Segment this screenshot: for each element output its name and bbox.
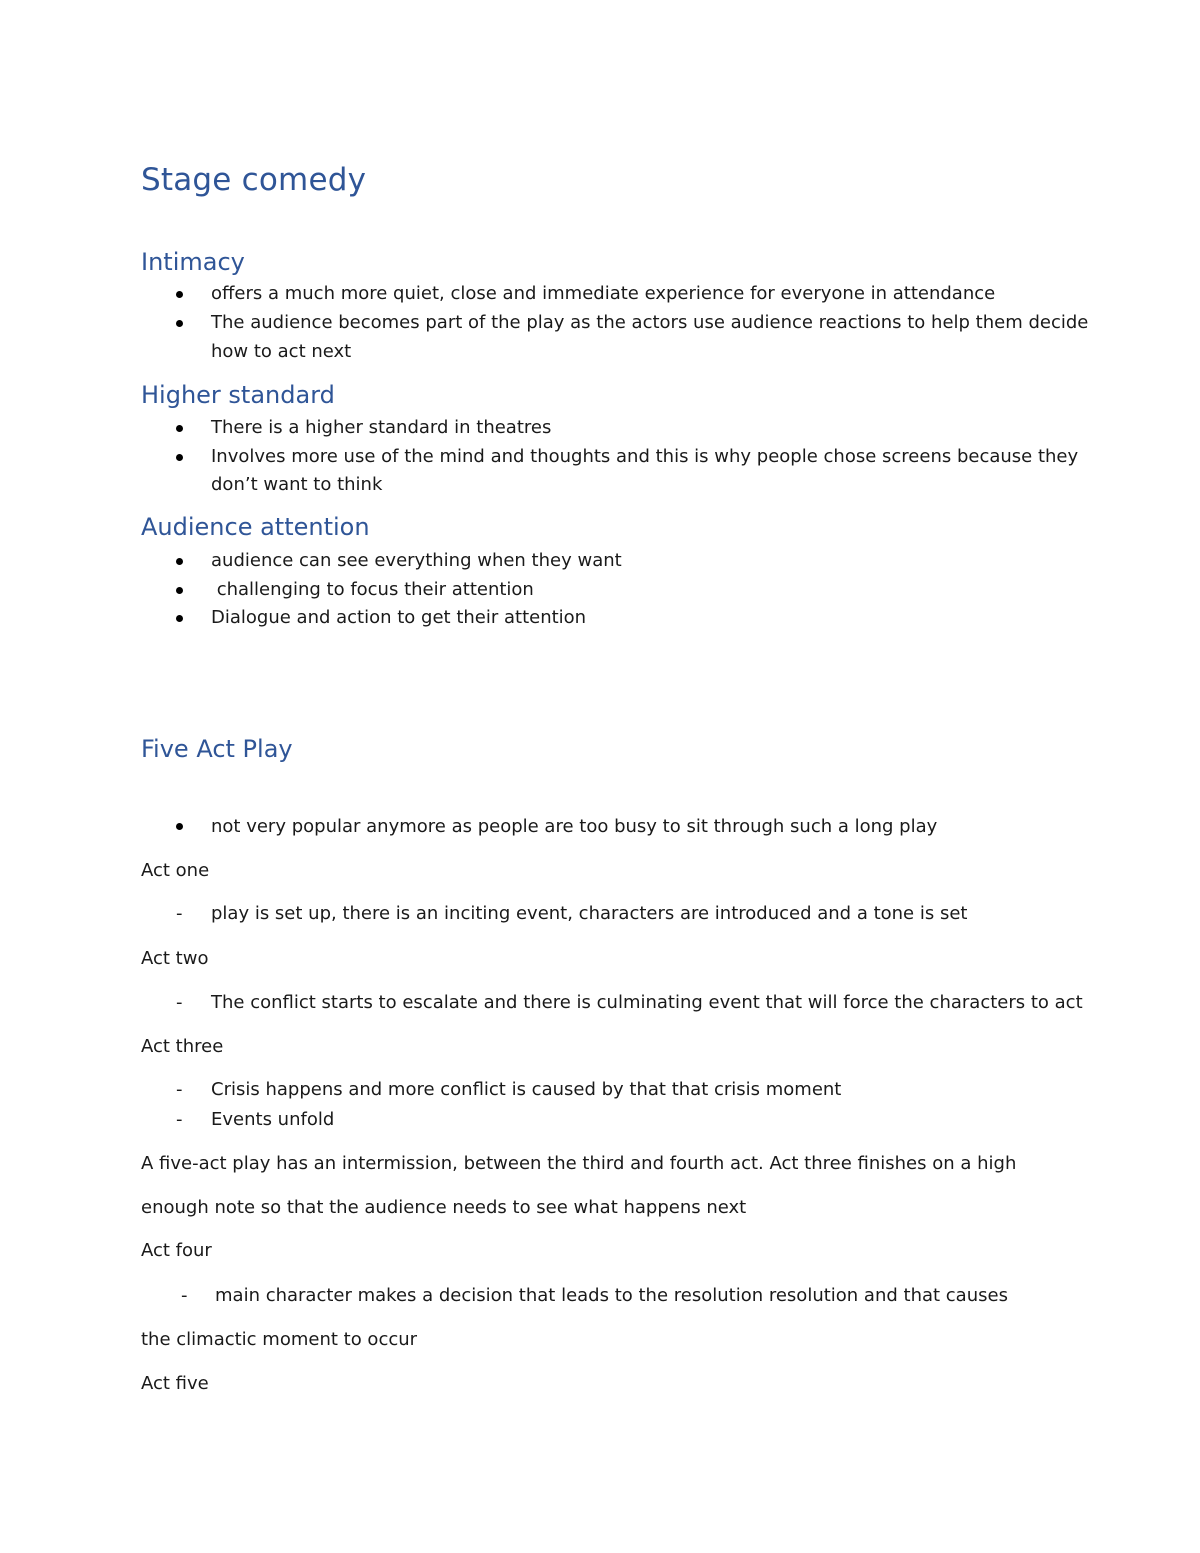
bullet-icon xyxy=(176,425,183,432)
paragraph-line: enough note so that the audience needs to see what happens next xyxy=(141,1197,747,1218)
list-item: audience can see everything when they want xyxy=(211,550,622,571)
act-label: Act three xyxy=(141,1036,224,1057)
list-item: Crisis happens and more conflict is caused by that that crisis moment xyxy=(211,1079,842,1100)
list-item: The conflict starts to escalate and there is culminating event that will force the characters to act xyxy=(211,992,1083,1013)
bullet-icon xyxy=(176,615,183,622)
list-item: There is a higher standard in theatres xyxy=(211,417,552,438)
bullet-icon xyxy=(176,454,183,461)
act-label: Act five xyxy=(141,1373,209,1394)
bullet-icon xyxy=(176,320,183,327)
bullet-icon xyxy=(176,823,183,830)
dash-bullet-icon: - xyxy=(176,1079,183,1100)
list-item-continuation: how to act next xyxy=(211,341,352,362)
list-item: offers a much more quiet, close and immediate experience for everyone in attendance xyxy=(211,283,996,304)
list-item-continuation: don’t want to think xyxy=(211,474,383,495)
heading-intimacy: Intimacy xyxy=(141,248,245,276)
act-label: Act one xyxy=(141,860,210,881)
heading-five-act-play: Five Act Play xyxy=(141,735,293,763)
act-label: Act two xyxy=(141,948,209,969)
bullet-icon xyxy=(176,291,183,298)
dash-bullet-icon: - xyxy=(181,1285,188,1306)
list-item: play is set up, there is an inciting event, characters are introduced and a tone is set xyxy=(211,903,968,924)
bullet-icon xyxy=(176,587,183,594)
heading-higher-standard: Higher standard xyxy=(141,381,335,409)
act-label: Act four xyxy=(141,1240,212,1261)
dash-bullet-icon: - xyxy=(176,992,183,1013)
bullet-icon xyxy=(176,558,183,565)
paragraph-line: the climactic moment to occur xyxy=(141,1329,418,1350)
heading-audience-attention: Audience attention xyxy=(141,513,370,541)
list-item: main character makes a decision that leads to the resolution resolution and that causes xyxy=(215,1285,1008,1306)
document-title: Stage comedy xyxy=(141,162,367,198)
list-item: Events unfold xyxy=(211,1109,335,1130)
list-item: not very popular anymore as people are too busy to sit through such a long play xyxy=(211,816,938,837)
list-item: The audience becomes part of the play as the actors use audience reactions to help them decide xyxy=(211,312,1089,333)
list-item: challenging to focus their attention xyxy=(211,579,534,600)
list-item: Involves more use of the mind and thoughts and this is why people chose screens because they xyxy=(211,446,1079,467)
dash-bullet-icon: - xyxy=(176,1109,183,1130)
paragraph-line: A five-act play has an intermission, between the third and fourth act. Act three finishes on a high xyxy=(141,1153,1017,1174)
list-item: Dialogue and action to get their attention xyxy=(211,607,587,628)
dash-bullet-icon: - xyxy=(176,903,183,924)
